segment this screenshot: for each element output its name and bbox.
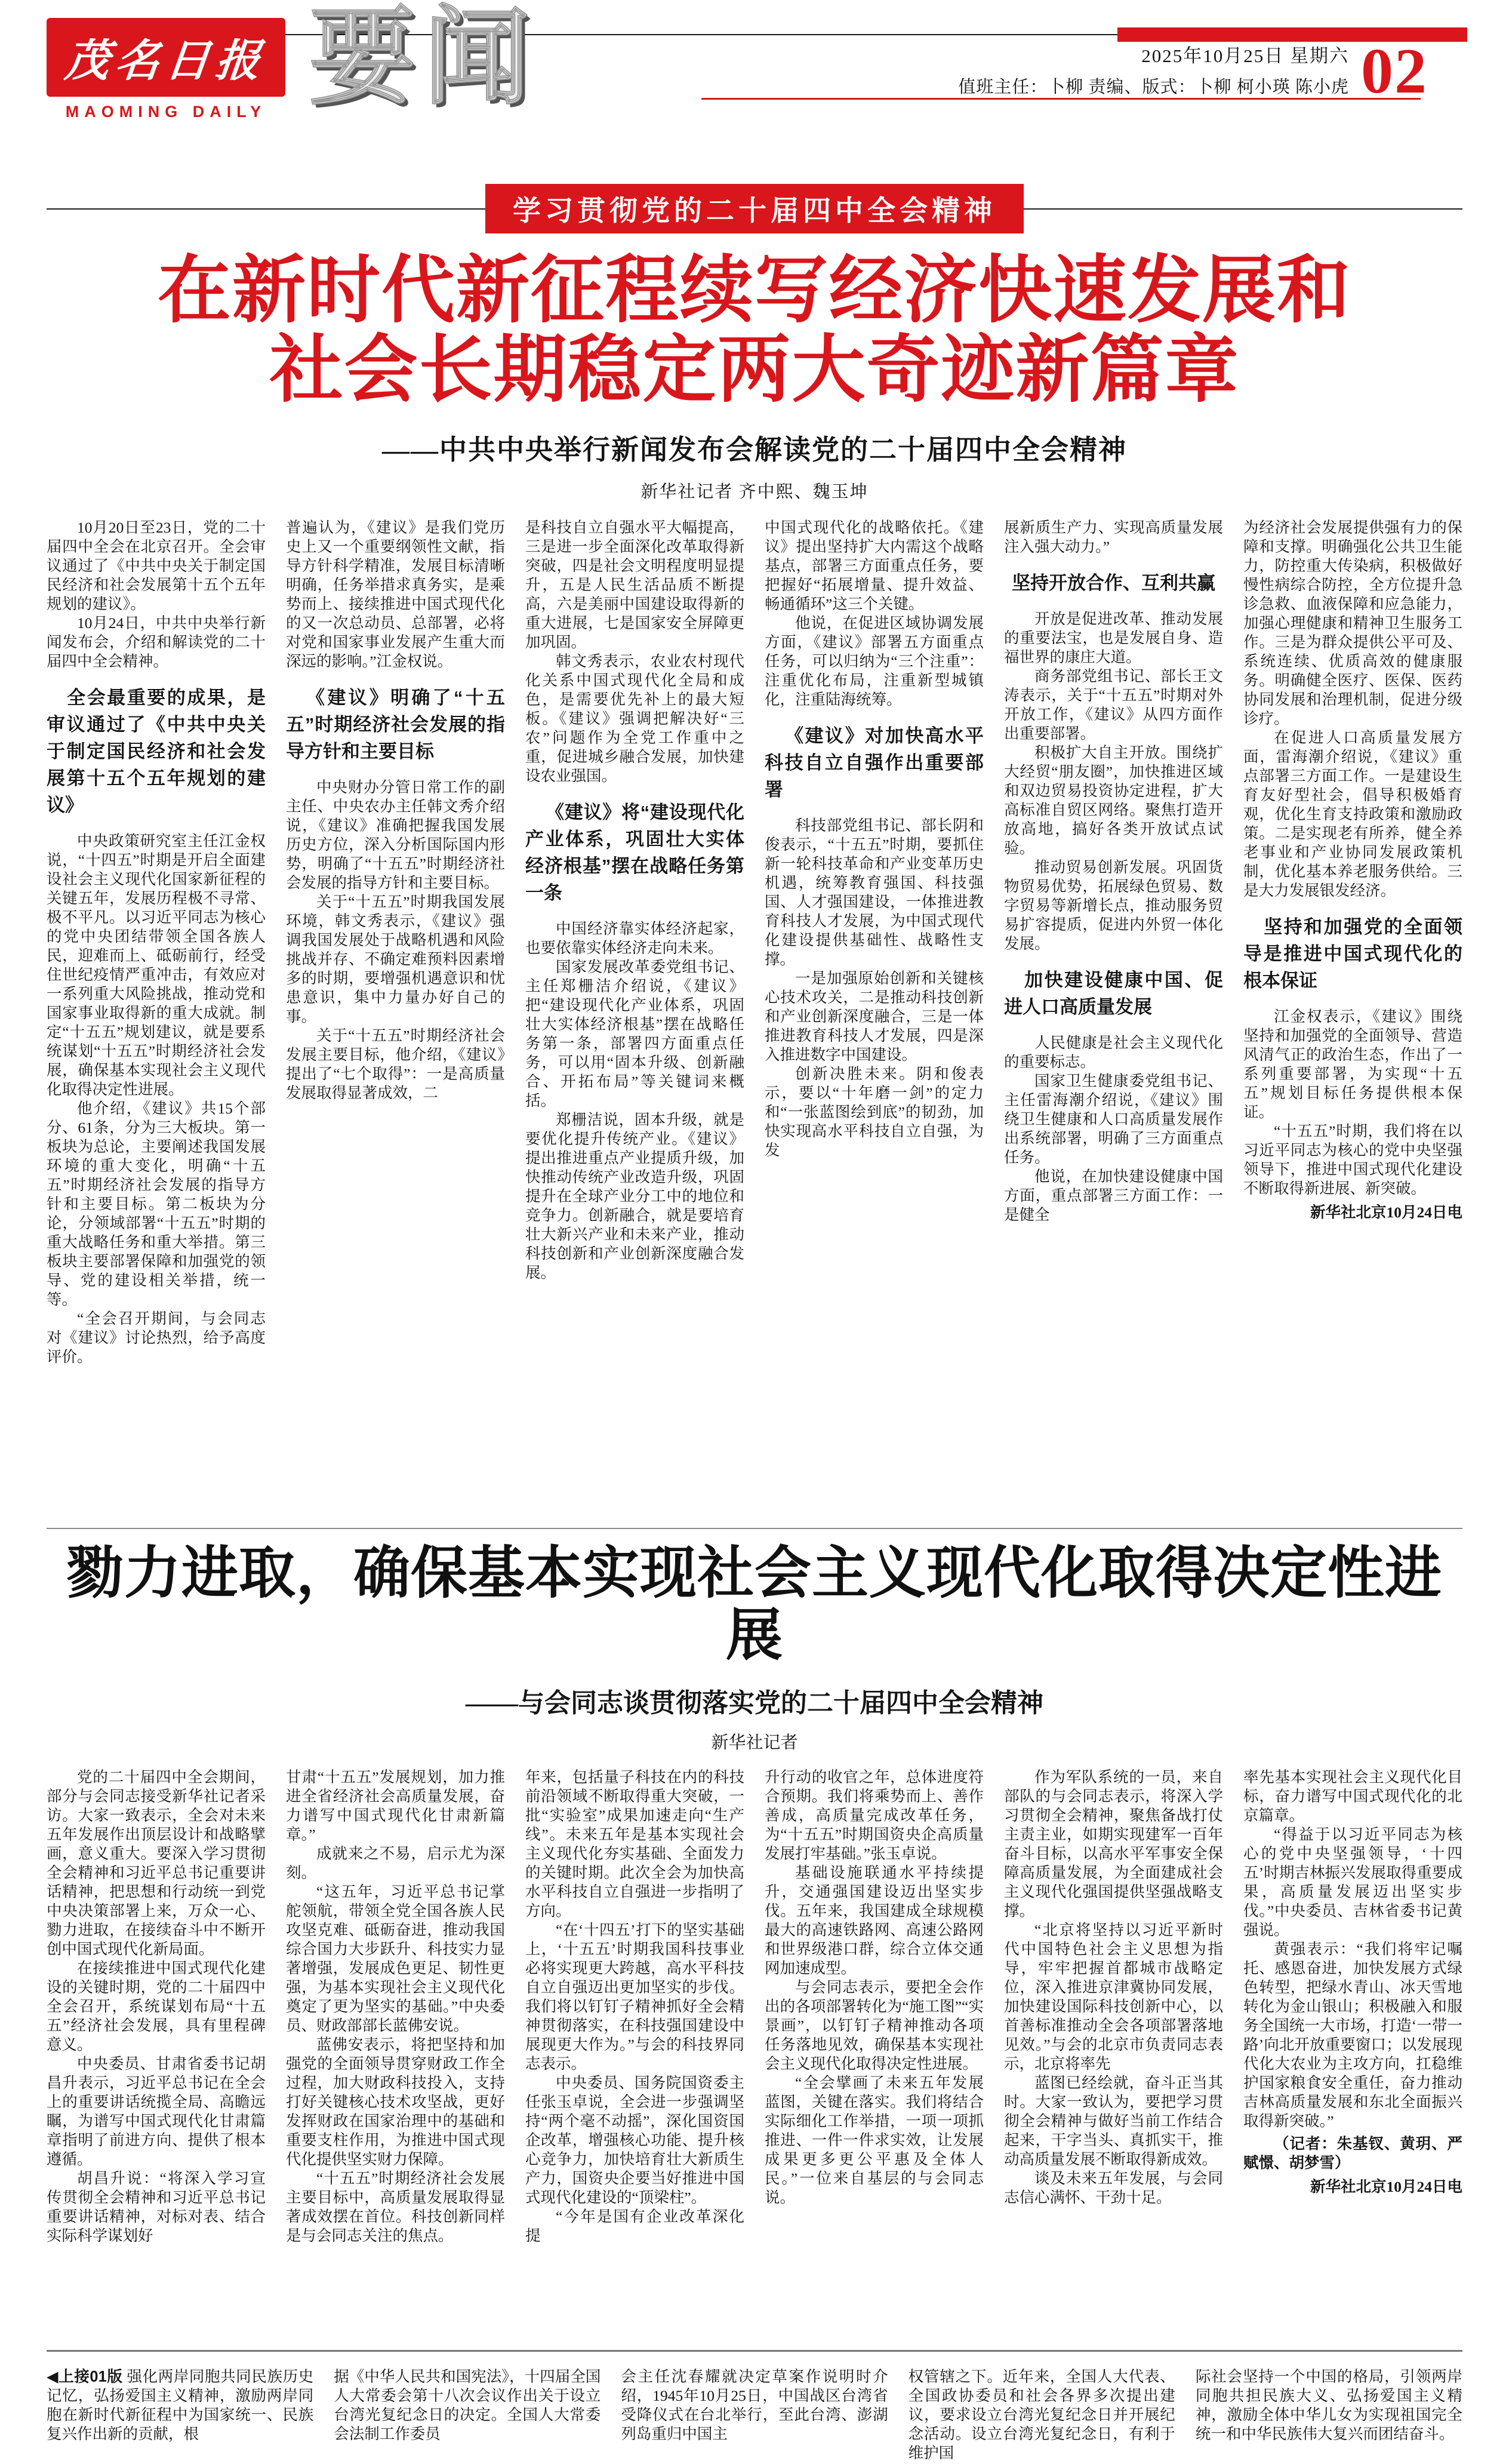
paragraph: （记者：朱基钗、黄玥、严赋憬、胡梦雪） — [1243, 2134, 1462, 2171]
paragraph: 是科技自立自强水平大幅提高，三是进一步全面深化改革取得新突破，四是社会文明程度明显提升，五是人民生活品质不断提高，六是美丽中国建设取得新的重大进展，七是国家安全屏障更加巩固。 — [525, 518, 744, 651]
banner-left-rule — [47, 208, 485, 210]
column-subhead: 坚持开放合作、互利共赢 — [1012, 572, 1215, 593]
issue-meta — [958, 41, 1349, 98]
paragraph: 关于“十五五”时期我国发展环境，韩文秀表示，《建议》强调我国发展处于战略机遇和风险挑战并存、不确定难预料因素增多的时期，要增强机遇意识和忧患意识，集中力量办好自己的事。 — [286, 893, 505, 1025]
text-column — [47, 1768, 266, 2332]
paragraph: 升行动的收官之年，总体进度符合预期。我们将乘势而上、善作善成，高质量完成改革任务，为“十五五”时期国资央企高质量发展打牢基础。”张玉卓说。 — [765, 1768, 984, 1862]
paragraph: 甘肃“十五五”发展规划，加力推进全省经济社会高质量发展，奋力谱写中国式现代化甘肃新篇章。” — [286, 1768, 505, 1843]
paragraph: “全会擘画了未来五年发展蓝图，关键在落实。我们将结合实际细化工作举措，一项一项抓推进、一件一件求实效，让发展成果更多更公平惠及全体人民。”一位来自基层的与会同志说。 — [765, 2074, 984, 2206]
article1-headline-line2: 社会长期稳定两大奇迹新篇章 — [269, 328, 1240, 411]
paragraph: 韩文秀表示，农业农村现代化关系中国式现代化全局和成色，是需要优先补上的最大短板。《建议》强调把解决好“三农”问题作为全党工作重中之重，促进城乡融合发展，加快建设农业强国。 — [525, 652, 744, 785]
paragraph: 作为军队系统的一员，来自部队的与会同志表示，将深入学习贯彻全会精神，聚焦备战打仗主责主业，如期实现建军一百年奋斗目标，以高水平军事安全保障高质量发展，为全面建成社会主义现代化强国提供坚强战略支撑。 — [1004, 1768, 1223, 1919]
paragraph: 党的二十届四中全会期间，部分与会同志接受新华社记者采访。大家一致表示，全会对未来五年发展作出顶层设计和战略擘画，意义重大。要深入学习贯彻全会精神和习近平总书记重要讲话精神，把思想和行动统一到党中央决策部署上来，万众一心、勠力进取，在接续奋斗中不断开创中国式现代化新局面。 — [47, 1768, 266, 1958]
paragraph: 关于“十五五”时期经济社会发展主要目标，他介绍，《建议》提出了“七个取得”：一是高质量发展取得显著成效，二 — [286, 1026, 505, 1102]
text-column — [286, 1768, 505, 2332]
paragraph: 10月20日至23日，党的二十届四中全会在北京召开。全会审议通过了《中共中央关于制定国民经济和社会发展第十五个五年规划的建议》。 — [47, 518, 266, 613]
paragraph: 会主任沈春耀就决定草案作说明时介绍，1945年10月25日，中国战区台湾省受降仪式在台北举行，至此台湾、澎湖列岛重归中国主 — [621, 2367, 888, 2443]
paragraph: 商务部党组书记、部长王文涛表示，关于“十五五”时期对外开放工作，《建议》从四方面作出重要部署。 — [1004, 667, 1223, 742]
article2-headline: 勠力进取，确保基本实现社会主义现代化取得决定性进展 — [66, 1541, 1442, 1668]
paragraph: 中央委员、国务院国资委主任张玉卓说，全会进一步强调坚持“两个毫不动摇”，深化国资国企改革，增强核心功能、提升核心竞争力，加快培育壮大新质生产力，国资央企要当好推进中国式现代化建设的“顶梁柱”。 — [525, 2074, 744, 2206]
paragraph: 为经济社会发展提供强有力的保障和支撑。明确强化公共卫生能力，防控重大传染病，积极做好慢性病综合防控，全方位提升急诊急救、血液保障和应急能力，加强心理健康和精神卫生服务工作。三是为群众提供公平可及、系统连续、优质高效的健康服务。明确健全医疗、医保、医药协同发展和治理机制，促进分级诊疗。 — [1243, 518, 1462, 727]
text-column — [765, 1768, 984, 2332]
paragraph: 人民健康是社会主义现代化的重要标志。 — [1004, 1033, 1223, 1070]
column-subhead: 《建议》将“建设现代化产业体系，巩固壮大实体经济根基”摆在战略任务第一条 — [525, 801, 744, 903]
column-subhead: 加快建设健康中国、促进人口高质量发展 — [1004, 969, 1223, 1017]
text-column — [1243, 1768, 1462, 2332]
paragraph: 10月24日，中共中央举行新闻发布会，介绍和解读党的二十届四中全会精神。 — [47, 614, 266, 670]
paragraph: 普遍认为，《建议》是我们党历史上又一个重要纲领性文献，指导方针科学精准，发展目标清晰明确，任务举措求真务实，是乘势而上、接续推进中国式现代化的又一次总动员、总部署，必将对党和国家事业发展产生重大而深远的影响。”江金权说。 — [286, 518, 505, 670]
paragraph: 成就来之不易，启示尤为深刻。 — [286, 1844, 505, 1881]
section-title: 要闻 — [309, 0, 538, 117]
paragraph: 在接续推进中国式现代化建设的关键时期，党的二十届四中全会召开，系统谋划布局“十五五”经济社会发展，具有里程碑意义。 — [47, 1959, 266, 2053]
paragraph: 基础设施联通水平持续提升，交通强国建设迈出坚实步伐。五年来，我国建成全球规模最大的高速铁路网、高速公路网和世界级港口群，综合立体交通网加速成型。 — [765, 1863, 984, 1977]
article-divider — [47, 1528, 1462, 1529]
paragraph: “十五五”时期经济社会发展主要目标中，高质量发展取得显著成效摆在首位。科技创新同样是与会同志关注的焦点。 — [286, 2169, 505, 2244]
paragraph: 与会同志表示，要把全会作出的各项部署转化为“施工图”“实景画”，以钉钉子精神推动各项任务落地见效，确保基本实现社会主义现代化取得决定性进展。 — [765, 1978, 984, 2072]
paragraph: 中国式现代化的战略依托。《建议》提出坚持扩大内需这个战略基点，部署三方面重点任务，要把握好“拓展增量、提升效益、畅通循环”这三个关键。 — [765, 518, 984, 613]
continuation-strip — [47, 2367, 1462, 2464]
paragraph: 积极扩大自主开放。围绕扩大经贸“朋友圈”，加快推进区域和双边贸易投资协定进程，扩大高标准自贸区网络。聚焦打造开放高地，搞好各类开放试点试验。 — [1004, 743, 1223, 857]
paragraph: 际社会坚持一个中国的格局，引领两岸同胞共担民族大义、弘扬爱国主义精神，激励全体中华儿女为实现祖国完全统一和中华民族伟大复兴而团结奋斗。 — [1195, 2367, 1462, 2443]
paragraph: 中国经济靠实体经济起家，也要依靠实体经济走向未来。 — [525, 919, 744, 956]
paragraph: 据《中华人民共和国宪法》，十四届全国人大常委会第十八次会议作出关于设立台湾光复纪念日的决定。全国人大常委会法制工作委员 — [334, 2367, 601, 2443]
text-column — [765, 518, 984, 1512]
paragraph: 江金权表示，《建议》围绕坚持和加强党的全面领导、营造风清气正的政治生态，作出了一系列重要部署，为实现“十五五”规划目标任务提供根本保证。 — [1243, 1007, 1462, 1121]
page-number: 02 — [1361, 36, 1428, 107]
column-subhead: 《建议》明确了“十五五”时期经济社会发展的指导方针和主要目标 — [286, 687, 505, 762]
paragraph: 黄强表示：“我们将牢记嘱托、感恩奋进，加快发展方式绿色转型，把绿水青山、冰天雪地转化为金山银山；积极融入和服务全国统一大市场，打造‘一带一路’向北开放重要窗口；以发展现代化大农业为主攻方向，扛稳维护国家粮食安全重任，奋力推动吉林高质量发展和东北全面振兴取得新突破。” — [1243, 1940, 1462, 2130]
staff-line: 值班主任：卜柳 责编、版式：卜柳 柯小瑛 陈小虎 — [958, 78, 1349, 97]
paragraph: 创新决胜未来。阴和俊表示，要以“十年磨一剑”的定力和“一张蓝图绘到底”的韧劲，加快实现高水平科技自立自强，为发 — [765, 1065, 984, 1159]
paragraph: “在‘十四五’打下的坚实基础上，‘十五五’时期我国科技事业必将实现更大跨越，高水平科技自立自强迈出更加坚实的步伐。我们将以钉钉子精神抓好全会精神贯彻落实，在科技强国建设中展现更大作为。”与会的科技界同志表示。 — [525, 1921, 744, 2072]
text-column — [525, 1768, 744, 2332]
paragraph: 中央财办分管日常工作的副主任、中央农办主任韩文秀介绍说，《建议》准确把握我国发展历史方位，深入分析国际国内形势，明确了“十五五”时期经济社会发展的指导方针和主要目标。 — [286, 778, 505, 891]
paragraph: 一是加强原始创新和关键核心技术攻关，二是推动科技创新和产业创新深度融合，三是一体推进教育科技人才发展，四是深入推进数字中国建设。 — [765, 969, 984, 1063]
paragraph: 中央政策研究室主任江金权说，“十四五”时期是开启全面建设社会主义现代化国家新征程的关键五年，发展历程极不寻常、极不平凡。以习近平同志为核心的党中央团结带领全国各族人民，迎难而上、砥砺前行，经受住世纪疫情严重冲击，有效应对一系列重大风险挑战，推动党和国家事业取得新的重大成就。制定“十五五”规划建议，就是要系统谋划“十五五”时期经济社会发展，确保基本实现社会主义现代化取得决定性进展。 — [47, 832, 266, 1098]
issue-date: 2025年10月25日 星期六 — [1141, 45, 1349, 66]
paragraph: 他说，在促进区域协调发展方面，《建议》部署五方面重点任务，可以归纳为“三个注重”：注重优化布局，注重新型城镇化，注重陆海统筹。 — [765, 614, 984, 708]
text-column — [909, 2367, 1175, 2464]
paper-name: 茂名日报 — [62, 35, 269, 87]
article1-byline: 新华社记者 齐中熙、魏玉坤 — [640, 482, 869, 502]
continued-from-label: ◀上接01版 — [47, 2368, 123, 2385]
column-subhead: 《建议》对加快高水平科技自立自强作出重要部署 — [765, 725, 984, 800]
paragraph: 率先基本实现社会主义现代化目标，奋力谱写中国式现代化的北京篇章。 — [1243, 1768, 1462, 1824]
text-column — [1243, 518, 1462, 1512]
paper-name-en: MAOMING DAILY — [65, 103, 267, 121]
paragraph: 胡昌升说：“将深入学习宣传贯彻全会精神和习近平总书记重要讲话精神，对标对表、结合实际科学谋划好 — [47, 2169, 266, 2244]
dateline: 新华社北京10月24日电 — [1310, 1203, 1462, 1221]
paragraph: 开放是促进改革、推动发展的重要法宝，也是发展自身、造福世界的康庄大道。 — [1004, 610, 1223, 666]
paragraph: 蓝佛安表示，将把坚持和加强党的全面领导贯穿财政工作全过程，加大财政科技投入，支持打好关键核心技术攻坚战，更好发挥财政在国家治理中的基础和重要支柱作用，为推进中国式现代化提供坚实财力保障。 — [286, 2035, 505, 2168]
dateline: 新华社北京10月24日电 — [1310, 2177, 1462, 2195]
paragraph: 郑栅洁说，固本升级，就是要优化提升传统产业。《建议》提出推进重点产业提质升级，加快推动传统产业改造升级，巩固提升在全球产业分工中的地位和竞争力。创新融合，就是要培育壮大新兴产业和未来产业，推动科技创新和产业创新深度融合发展。 — [525, 1111, 744, 1281]
text-column — [286, 518, 505, 1512]
article1-headline-line1: 在新时代新征程续写经济快速发展和 — [158, 250, 1351, 331]
column-subhead: 全会最重要的成果，是审议通过了《中共中央关于制定国民经济和社会发展第十五个五年规划的建议》 — [47, 687, 266, 816]
paragraph: 展新质生产力、实现高质量发展注入强大动力。” — [1004, 518, 1223, 555]
paragraph: “北京将坚持以习近平新时代中国特色社会主义思想为指导，牢牢把握首都城市战略定位，深入推进京津冀协同发展，加快建设国际科技创新中心，以首善标准推动全会各项部署落地见效。”与会的北京市负责同志表示，北京将率先 — [1004, 1921, 1223, 2072]
paragraph: “十五五”时期，我们将在以习近平同志为核心的党中央坚强领导下，推进中国式现代化建设不断取得新进展、新突破。 — [1243, 1122, 1462, 1197]
paragraph: 国家卫生健康委党组书记、主任雷海潮介绍说，《建议》围绕卫生健康和人口高质量发展作出系统部署，明确了三方面重点任务。 — [1004, 1072, 1223, 1166]
strip-divider — [47, 2350, 1462, 2352]
paragraph: 科技部党组书记、部长阴和俊表示，“十五五”时期，要抓住新一轮科技革命和产业变革历史机遇，统筹教育强国、科技强国、人才强国建设，一体推进教育科技人才发展，为中国式现代化建设提供基础性、战略性支撑。 — [765, 816, 984, 968]
paragraph: ◀上接01版 强化两岸同胞共同民族历史记忆，弘扬爱国主义精神，激励两岸同胞在新时代新征程中为国家统一、民族复兴作出新的贡献，根 — [47, 2367, 314, 2443]
paragraph: 国家发展改革委党组书记、主任郑栅洁介绍说，《建议》把“建设现代化产业体系，巩固壮大实体经济根基”摆在战略任务第一条，部署四方面重点任务，可以用“固本升级、创新融合、开拓布局”等关键词来概括。 — [525, 958, 744, 1109]
theme-banner-row — [47, 184, 1462, 233]
column-subhead: 坚持和加强党的全面领导是推进中国式现代化的根本保证 — [1243, 916, 1462, 991]
text-column — [621, 2367, 888, 2464]
text-column — [525, 518, 744, 1512]
text-column — [1196, 2367, 1462, 2464]
article2-byline: 新华社记者 — [711, 1733, 798, 1752]
article1-body — [47, 518, 1462, 1512]
text-column — [1004, 1768, 1223, 2332]
paragraph: 权管辖之下。近年来，全国人大代表、全国政协委员和社会各界多次提出建议，要求设立台湾光复纪念日并开展纪念活动。设立台湾光复纪念日，有利于维护国 — [908, 2367, 1175, 2462]
text-column — [334, 2367, 600, 2464]
paragraph: 年来，包括量子科技在内的科技前沿领域不断取得重大突破，一批“实验室”成果加速走向“生产线”。未来五年是基本实现社会主义现代化夯实基础、全面发力的关键时期。此次全会为加快高水平科技自立自强进一步指明了方向。 — [525, 1768, 744, 1919]
paragraph: 谈及未来五年发展，与会同志信心满怀、干劲十足。 — [1004, 2169, 1223, 2206]
article2-deck: ——与会同志谈贯彻落实党的二十届四中全会精神 — [466, 1688, 1043, 1718]
paragraph: “今年是国有企业改革深化提 — [525, 2207, 744, 2244]
paragraph: “全会召开期间，与会同志对《建议》讨论热烈，给予高度评价。 — [47, 1309, 266, 1365]
article1-deck: ——中共中央举行新闻发布会解读党的二十届四中全会精神 — [382, 434, 1127, 465]
meta-red-rule — [701, 98, 1421, 100]
paragraph: 他说，在加快建设健康中国方面，重点部署三方面工作：一是健全 — [1004, 1167, 1223, 1223]
paragraph: 推动贸易创新发展。巩固货物贸易优势，拓展绿色贸易、数字贸易等新增长点，推动服务贸易扩容提质，促进内外贸一体化发展。 — [1004, 858, 1223, 952]
article2-body — [47, 1768, 1462, 2332]
theme-banner: 学习贯彻党的二十届四中全会精神 — [485, 184, 1024, 233]
paragraph: “这五年，习近平总书记掌舵领航，带领全党全国各族人民攻坚克难、砥砺奋进，推动我国综合国力大步跃升、科技实力显著增强，发展成色更足、韧性更强，为基本实现社会主义现代化奠定了更为坚实的基础。”中央委员、财政部部长蓝佛安说。 — [286, 1882, 505, 2034]
paragraph: 他介绍，《建议》共15个部分、61条，分为三大板块。第一板块为总论，主要阐述我国发展环境的重大变化，明确“十五五”时期经济社会发展的指导方针和主要目标。第二板块为分论，分领域部署“十五五”时期的重大战略任务和重大举措。第三板块主要部署保障和加强党的领导、党的建设相关举措，统一等。 — [47, 1099, 266, 1308]
paragraph: 中央委员、甘肃省委书记胡昌升表示，习近平总书记在全会上的重要讲话统揽全局、高瞻远瞩，为谱写中国式现代化甘肃篇章指明了前进方向、提供了根本遵循。 — [47, 2054, 266, 2168]
text-column — [1004, 518, 1223, 1512]
paragraph: 蓝图已经绘就，奋斗正当其时。大家一致认为，要把学习贯彻全会精神与做好当前工作结合起来，干字当头、真抓实干，推动高质量发展不断取得新成效。 — [1004, 2074, 1223, 2168]
paper-logo — [47, 18, 285, 97]
paragraph: 在促进人口高质量发展方面，雷海潮介绍说，《建议》重点部署三方面工作。一是建设生育友好型社会，倡导积极婚育观，优化生育支持政策和激励政策。二是实现老有所养，健全养老事业和产业协同发展政策机制，优化基本养老服务供给。三是大力发展银发经济。 — [1243, 728, 1462, 899]
paragraph: “得益于以习近平同志为核心的党中央坚强领导，‘十四五’时期吉林振兴发展取得重要成果，高质量发展迈出坚实步伐。”中央委员、吉林省委书记黄强说。 — [1243, 1825, 1462, 1939]
masthead — [47, 0, 1462, 161]
article1-headline — [47, 251, 1462, 410]
text-column — [47, 2367, 313, 2464]
banner-right-rule — [1024, 208, 1462, 210]
text-column — [47, 518, 266, 1512]
